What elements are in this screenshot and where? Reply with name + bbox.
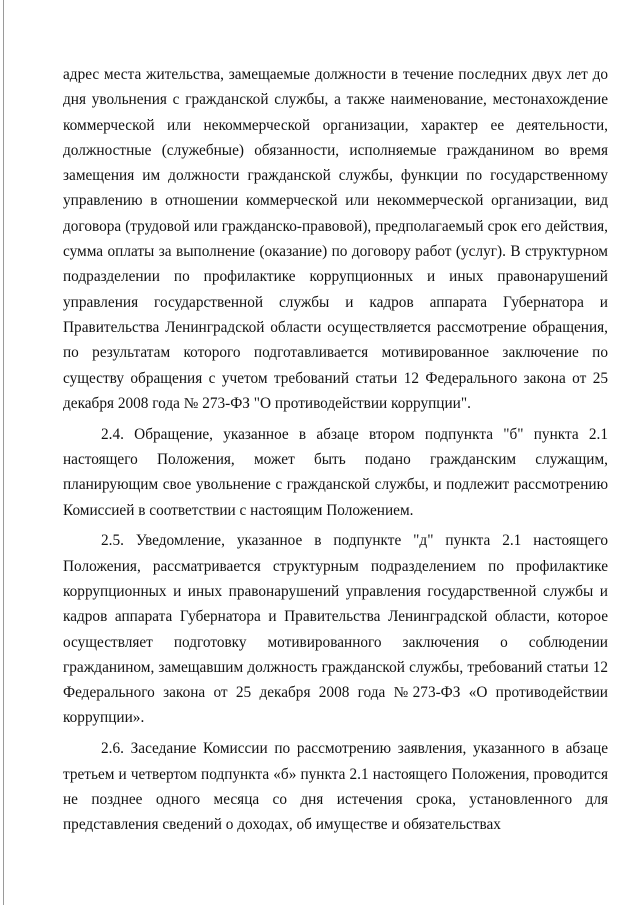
paragraph-continuation: адрес места жительства, замещаемые должности в течение последних двух лет до дня увольнения с гражданской службы, а также наименование, местонахождение коммерческой или некоммерческой организации, характер ее деятельности, должностные (служебные) обязанности, исполняемые гражданином во время замещения им должности гражданской службы, функции по государственному управлению в отношении коммерческой или некоммерческой организации, вид договора (трудовой или гражданско-правовой), предполагаемый срок его действия, сумма оплаты за выполнение (оказание) по договору работ (услуг). В структурном подразделении по профилактике коррупционных и иных правонарушений управления государственной службы и кадров аппарата Губернатора и Правительства Ленинградской области осуществляется рассмотрение обращения, по результатам которого подготавливается мотивированное заключение по существу обращения с учетом требований статьи 12 Федерального закона от 25 декабря 2008 года № 273-ФЗ "О противодействии коррупции". bbox=[63, 66, 608, 412]
paragraph-2-6: 2.6. Заседание Комиссии по рассмотрению заявления, указанного в абзаце третьем и четвертом подпункта «б» пункта 2.1 настоящего Положения, проводится не позднее одного месяца со дня истечения срока, установленного для представления сведений о доходах, об имуществе и обязательствах bbox=[63, 740, 608, 834]
document-body bbox=[63, 62, 608, 837]
scan-edge-line bbox=[3, 0, 4, 905]
paragraph-2-4: 2.4. Обращение, указанное в абзаце втором подпункта "б" пункта 2.1 настоящего Положения, может быть подано гражданским служащим, планирующим свое увольнение с гражданской службы, и подлежит рассмотрению Комиссией в соответствии с настоящим Положением. bbox=[63, 425, 608, 519]
paragraph-2-5: 2.5. Уведомление, указанное в подпункте "д" пункта 2.1 настоящего Положения, рассматривается структурным подразделением по профилактике коррупционных и иных правонарушений управления государственной службы и кадров аппарата Губернатора и Правительства Ленинградской области, которое осуществляет подготовку мотивированного заключения о соблюдении гражданином, замещавшим должность гражданской службы, требований статьи 12 Федерального закона от 25 декабря 2008 года №273-ФЗ «О противодействии коррупции». bbox=[63, 532, 608, 727]
